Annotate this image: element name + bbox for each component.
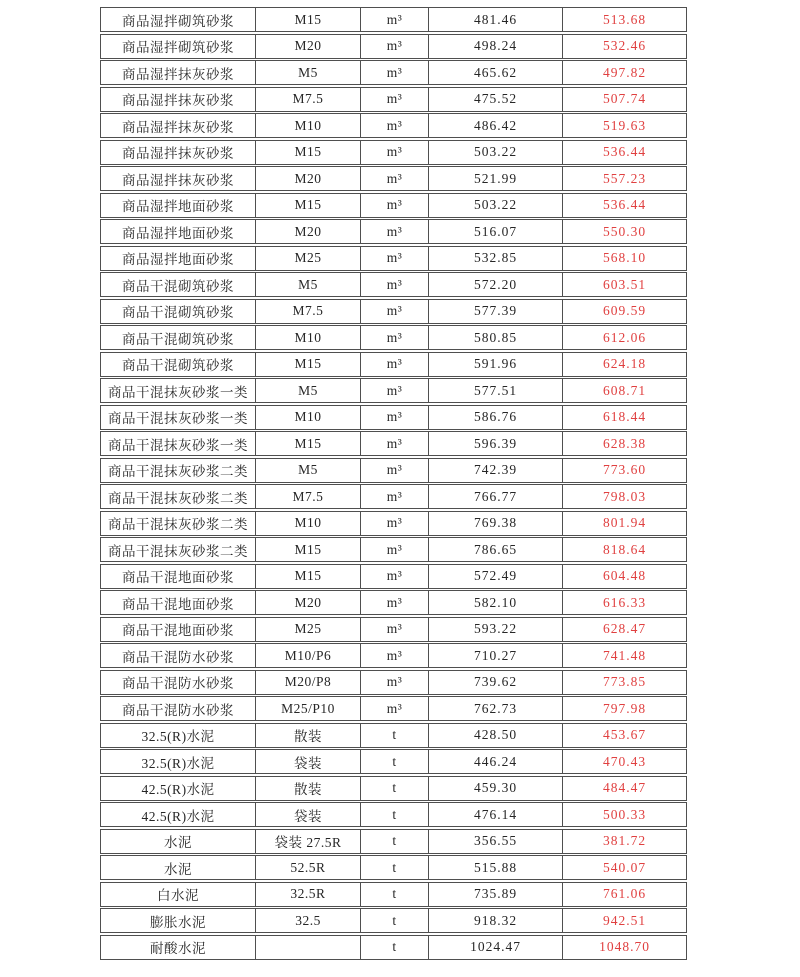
price-cell: 577.51: [428, 379, 562, 402]
adjusted-price-cell: 568.10: [562, 247, 686, 270]
adjusted-price-cell: 608.71: [562, 379, 686, 402]
table-row: [100, 617, 687, 642]
table-row: [100, 802, 687, 827]
spec-cell: M10/P6: [255, 644, 360, 667]
material-name-cell: 商品干混抹灰砂浆二类: [108, 490, 248, 506]
unit-cell: m³: [360, 273, 428, 296]
unit-cell: m³: [360, 114, 428, 137]
material-name-cell: 商品干混地面砂浆: [122, 596, 234, 612]
material-name-cell: 商品湿拌抹灰砂浆: [122, 172, 234, 188]
adjusted-price-cell: 381.72: [562, 830, 686, 853]
material-name-cell: 商品干混防水砂浆: [122, 702, 234, 718]
table-row: [100, 246, 687, 271]
adjusted-price-cell: 536.44: [562, 194, 686, 217]
spec-cell: M25/P10: [255, 697, 360, 720]
adjusted-price-cell: 624.18: [562, 353, 686, 376]
table-row: [100, 87, 687, 112]
spec-cell: M15: [255, 538, 360, 561]
price-cell: 446.24: [428, 750, 562, 773]
spec-cell: M7.5: [255, 88, 360, 111]
material-name-cell: 耐酸水泥: [150, 941, 206, 956]
table-row: [100, 299, 687, 324]
price-cell: 532.85: [428, 247, 562, 270]
unit-cell: m³: [360, 141, 428, 164]
unit-cell: m³: [360, 247, 428, 270]
table-row: [100, 140, 687, 165]
table-row: [100, 908, 687, 933]
unit-cell: m³: [360, 194, 428, 217]
unit-cell: t: [360, 856, 428, 879]
price-cell: 521.99: [428, 167, 562, 190]
table-row: [100, 670, 687, 695]
adjusted-price-cell: 540.07: [562, 856, 686, 879]
price-cell: 481.46: [428, 8, 562, 31]
spec-cell: M15: [255, 141, 360, 164]
table-row: [100, 935, 687, 960]
material-name-cell: 商品湿拌抹灰砂浆: [122, 93, 234, 108]
adjusted-price-cell: 484.47: [562, 777, 686, 800]
material-name-cell: 32.5(R)水泥: [141, 755, 215, 771]
table-row: [100, 564, 687, 589]
spec-cell: M15: [255, 353, 360, 376]
unit-cell: m³: [360, 565, 428, 588]
unit-cell: m³: [360, 459, 428, 482]
price-cell: 459.30: [428, 777, 562, 800]
adjusted-price-cell: 609.59: [562, 300, 686, 323]
adjusted-price-cell: 818.64: [562, 538, 686, 561]
adjusted-price-cell: 603.51: [562, 273, 686, 296]
price-cell: 1024.47: [428, 936, 562, 959]
adjusted-price-cell: 519.63: [562, 114, 686, 137]
table-row: [100, 882, 687, 907]
price-cell: 582.10: [428, 591, 562, 614]
unit-cell: t: [360, 724, 428, 747]
material-name-cell: 商品干混抹灰砂浆二类: [108, 464, 248, 479]
adjusted-price-cell: 1048.70: [562, 936, 686, 959]
price-cell: 503.22: [428, 141, 562, 164]
material-name-cell: 商品干混地面砂浆: [122, 570, 234, 585]
adjusted-price-cell: 497.82: [562, 61, 686, 84]
table-row: [100, 378, 687, 403]
price-cell: 572.20: [428, 273, 562, 296]
adjusted-price-cell: 507.74: [562, 88, 686, 111]
unit-cell: m³: [360, 88, 428, 111]
material-name-cell: 膨胀水泥: [150, 914, 206, 930]
unit-cell: m³: [360, 167, 428, 190]
table-row: [100, 590, 687, 615]
unit-cell: m³: [360, 353, 428, 376]
spec-cell: M20: [255, 591, 360, 614]
material-name-cell: 商品湿拌地面砂浆: [122, 252, 234, 267]
spec-cell: [255, 936, 360, 959]
unit-cell: m³: [360, 512, 428, 535]
price-cell: 498.24: [428, 35, 562, 58]
spec-cell: 袋装: [255, 803, 360, 826]
material-name-cell: 商品干混砌筑砂浆: [122, 305, 234, 320]
price-cell: 739.62: [428, 671, 562, 694]
material-name-cell: 商品干混防水砂浆: [122, 649, 234, 665]
material-name-cell: 商品湿拌抹灰砂浆: [122, 146, 234, 161]
spec-cell: M20: [255, 220, 360, 243]
unit-cell: t: [360, 909, 428, 932]
spec-cell: M5: [255, 379, 360, 402]
table-row: [100, 431, 687, 456]
material-name-cell: 商品湿拌地面砂浆: [122, 225, 234, 241]
material-name-cell: 水泥: [164, 835, 192, 850]
unit-cell: t: [360, 936, 428, 959]
table-row: [100, 7, 687, 32]
table-row: [100, 855, 687, 880]
table-row: [100, 193, 687, 218]
price-cell: 593.22: [428, 618, 562, 641]
table-row: [100, 484, 687, 509]
material-name-cell: 商品干混地面砂浆: [122, 623, 234, 638]
spec-cell: M20: [255, 35, 360, 58]
unit-cell: m³: [360, 8, 428, 31]
unit-cell: m³: [360, 618, 428, 641]
unit-cell: t: [360, 777, 428, 800]
price-cell: 515.88: [428, 856, 562, 879]
table-row: [100, 405, 687, 430]
adjusted-price-cell: 453.67: [562, 724, 686, 747]
table-row: [100, 511, 687, 536]
spec-cell: M20/P8: [255, 671, 360, 694]
price-cell: 428.50: [428, 724, 562, 747]
adjusted-price-cell: 618.44: [562, 406, 686, 429]
table-row: [100, 749, 687, 774]
table-row: [100, 537, 687, 562]
material-name-cell: 商品干混砌筑砂浆: [122, 331, 234, 347]
price-cell: 577.39: [428, 300, 562, 323]
table-row: [100, 219, 687, 244]
unit-cell: m³: [360, 220, 428, 243]
spec-cell: M15: [255, 8, 360, 31]
price-table: [100, 7, 687, 961]
spec-cell: 32.5R: [255, 883, 360, 906]
unit-cell: m³: [360, 538, 428, 561]
material-name-cell: 商品干混抹灰砂浆二类: [108, 517, 248, 532]
unit-cell: m³: [360, 671, 428, 694]
adjusted-price-cell: 557.23: [562, 167, 686, 190]
material-name-cell: 商品湿拌抹灰砂浆: [122, 119, 234, 135]
adjusted-price-cell: 773.85: [562, 671, 686, 694]
spec-cell: M10: [255, 406, 360, 429]
price-cell: 735.89: [428, 883, 562, 906]
adjusted-price-cell: 604.48: [562, 565, 686, 588]
material-name-cell: 商品湿拌抹灰砂浆: [122, 66, 234, 82]
price-cell: 769.38: [428, 512, 562, 535]
unit-cell: m³: [360, 61, 428, 84]
price-cell: 580.85: [428, 326, 562, 349]
unit-cell: m³: [360, 35, 428, 58]
material-name-cell: 商品干混抹灰砂浆一类: [108, 384, 248, 400]
table-row: [100, 829, 687, 854]
price-cell: 356.55: [428, 830, 562, 853]
material-name-cell: 商品干混砌筑砂浆: [122, 278, 234, 294]
adjusted-price-cell: 628.47: [562, 618, 686, 641]
table-row: [100, 113, 687, 138]
price-cell: 586.76: [428, 406, 562, 429]
unit-cell: m³: [360, 379, 428, 402]
unit-cell: t: [360, 803, 428, 826]
adjusted-price-cell: 798.03: [562, 485, 686, 508]
spec-cell: 32.5: [255, 909, 360, 932]
spec-cell: M20: [255, 167, 360, 190]
price-cell: 476.14: [428, 803, 562, 826]
spec-cell: 散装: [255, 724, 360, 747]
table-row: [100, 272, 687, 297]
table-row: [100, 166, 687, 191]
unit-cell: t: [360, 750, 428, 773]
price-cell: 766.77: [428, 485, 562, 508]
table-row: [100, 34, 687, 59]
price-cell: 710.27: [428, 644, 562, 667]
adjusted-price-cell: 741.48: [562, 644, 686, 667]
material-name-cell: 商品湿拌地面砂浆: [122, 199, 234, 214]
spec-cell: M15: [255, 194, 360, 217]
adjusted-price-cell: 500.33: [562, 803, 686, 826]
adjusted-price-cell: 470.43: [562, 750, 686, 773]
table-row: [100, 325, 687, 350]
table-row: [100, 776, 687, 801]
price-cell: 918.32: [428, 909, 562, 932]
spec-cell: M5: [255, 61, 360, 84]
spec-cell: M10: [255, 512, 360, 535]
material-name-cell: 商品干混砌筑砂浆: [122, 358, 234, 373]
table-row: [100, 643, 687, 668]
spec-cell: 52.5R: [255, 856, 360, 879]
material-name-cell: 42.5(R)水泥: [141, 782, 215, 797]
price-cell: 486.42: [428, 114, 562, 137]
adjusted-price-cell: 532.46: [562, 35, 686, 58]
unit-cell: m³: [360, 644, 428, 667]
price-cell: 762.73: [428, 697, 562, 720]
adjusted-price-cell: 801.94: [562, 512, 686, 535]
material-name-cell: 水泥: [164, 861, 192, 877]
material-name-cell: 商品干混抹灰砂浆二类: [108, 543, 248, 559]
spec-cell: 袋装: [255, 750, 360, 773]
unit-cell: m³: [360, 697, 428, 720]
material-name-cell: 商品湿拌砌筑砂浆: [122, 40, 234, 55]
unit-cell: m³: [360, 485, 428, 508]
unit-cell: t: [360, 883, 428, 906]
material-name-cell: 32.5(R)水泥: [141, 729, 215, 744]
unit-cell: m³: [360, 591, 428, 614]
unit-cell: m³: [360, 300, 428, 323]
material-name-cell: 商品干混抹灰砂浆一类: [108, 437, 248, 453]
price-cell: 591.96: [428, 353, 562, 376]
spec-cell: M25: [255, 247, 360, 270]
table-row: [100, 60, 687, 85]
adjusted-price-cell: 550.30: [562, 220, 686, 243]
spec-cell: M7.5: [255, 485, 360, 508]
price-cell: 572.49: [428, 565, 562, 588]
unit-cell: m³: [360, 406, 428, 429]
table-row: [100, 723, 687, 748]
price-cell: 516.07: [428, 220, 562, 243]
price-cell: 465.62: [428, 61, 562, 84]
adjusted-price-cell: 536.44: [562, 141, 686, 164]
material-name-cell: 商品干混防水砂浆: [122, 676, 234, 691]
spec-cell: 袋装 27.5R: [255, 830, 360, 853]
spec-cell: M10: [255, 326, 360, 349]
table-row: [100, 458, 687, 483]
material-name-cell: 42.5(R)水泥: [141, 808, 215, 824]
material-name-cell: 白水泥: [157, 888, 199, 903]
spec-cell: M25: [255, 618, 360, 641]
table-row: [100, 352, 687, 377]
adjusted-price-cell: 797.98: [562, 697, 686, 720]
price-cell: 475.52: [428, 88, 562, 111]
adjusted-price-cell: 942.51: [562, 909, 686, 932]
price-cell: 786.65: [428, 538, 562, 561]
spec-cell: M15: [255, 432, 360, 455]
spec-cell: M7.5: [255, 300, 360, 323]
unit-cell: m³: [360, 432, 428, 455]
unit-cell: t: [360, 830, 428, 853]
adjusted-price-cell: 513.68: [562, 8, 686, 31]
adjusted-price-cell: 628.38: [562, 432, 686, 455]
unit-cell: m³: [360, 326, 428, 349]
spec-cell: M10: [255, 114, 360, 137]
spec-cell: M5: [255, 459, 360, 482]
adjusted-price-cell: 616.33: [562, 591, 686, 614]
table-row: [100, 696, 687, 721]
spec-cell: M15: [255, 565, 360, 588]
spec-cell: 散装: [255, 777, 360, 800]
material-name-cell: 商品湿拌砌筑砂浆: [122, 13, 234, 29]
material-name-cell: 商品干混抹灰砂浆一类: [108, 411, 248, 426]
price-cell: 742.39: [428, 459, 562, 482]
price-cell: 503.22: [428, 194, 562, 217]
spec-cell: M5: [255, 273, 360, 296]
adjusted-price-cell: 773.60: [562, 459, 686, 482]
adjusted-price-cell: 761.06: [562, 883, 686, 906]
adjusted-price-cell: 612.06: [562, 326, 686, 349]
price-cell: 596.39: [428, 432, 562, 455]
